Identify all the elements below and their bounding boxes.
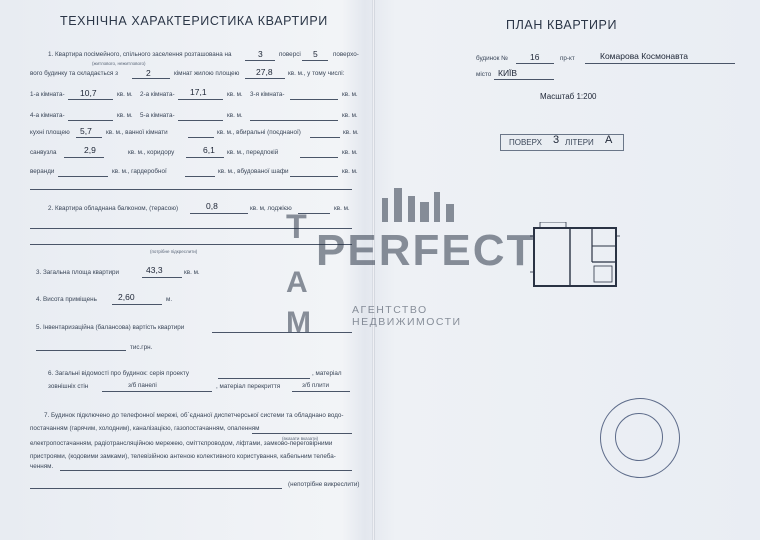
floor-box-value: 3	[553, 134, 560, 146]
services-underline-1	[60, 470, 352, 471]
room5-unit: кв. м.	[227, 112, 243, 119]
row1-text-a: 1. Квартира посімейного, спільного заселення розташована на	[48, 51, 232, 58]
row1-underline-floor	[245, 60, 275, 61]
room2-unit: кв. м.	[227, 91, 243, 98]
building-info-material: , матеріал	[312, 370, 342, 377]
row5-text-c: кв. м., вбиральні (поєднаної)	[217, 129, 301, 136]
height-label: 4. Висота приміщень	[36, 296, 97, 303]
row6-unit: кв. м.	[342, 149, 358, 156]
total-area-value: 43,3	[146, 265, 163, 275]
hallway-underline	[300, 157, 338, 158]
room4-label: 4-а кімната-	[30, 112, 65, 119]
row4-unit-extra: кв. м.	[342, 112, 358, 119]
street-underline	[585, 63, 735, 64]
kitchen-underline	[76, 137, 102, 138]
inventory-unit: тис.грн.	[130, 344, 153, 351]
room1-label: 1-а кімната-	[30, 91, 65, 98]
balcony-value: 0,8	[206, 201, 218, 211]
corridor-value: 6,1	[203, 145, 215, 155]
watermark-letter-m: М	[286, 306, 313, 339]
row1-text-c: поверхо-	[333, 51, 359, 58]
inventory-label: 5. Інвентаризаційна (балансова) вартість квартири	[36, 324, 185, 331]
wardrobe-underline	[185, 176, 215, 177]
row1-underline-floors	[302, 60, 328, 61]
floor-value: 3	[258, 49, 263, 59]
row7-text-c: кв. м., вбудованої шафи	[218, 168, 289, 175]
watermark-letter-t: Т	[286, 208, 309, 246]
street-name: Комарова Космонавта	[600, 51, 688, 61]
services-line-3: електропостачанням, радіотрансляційною мережею, сміттєпроводом, ліфтами, замково-переговірними	[30, 440, 333, 447]
sanuzel-label: санвузла	[30, 149, 57, 156]
row2-underline-rooms	[132, 78, 170, 79]
bathroom-underline	[188, 137, 214, 138]
row8-note: (потрібне підкреслити)	[150, 249, 198, 254]
sanuzel-value: 2,9	[84, 145, 96, 155]
total-area-label: 3. Загальна площа квартири	[36, 269, 120, 276]
room2-value: 17,1	[190, 87, 207, 97]
ceiling-label: , матеріал перекриття	[216, 383, 281, 390]
services-line-1: 7. Будинок підключено до телефонної мережі, об`єднаної диспетчерської системи та обладнано водо-	[44, 412, 344, 419]
letter-value: А	[605, 134, 613, 146]
closet-underline	[290, 176, 338, 177]
balcony-label: 2. Квартира обладнана балконом, (терасою)	[48, 205, 179, 212]
room1-underline	[68, 99, 113, 100]
inventory-underline-2	[36, 350, 126, 351]
row1-note: (житлового, нежитлового)	[92, 61, 146, 66]
city-label: місто	[476, 71, 492, 78]
project-series-underline	[218, 378, 310, 379]
house-underline	[516, 63, 554, 64]
kitchen-label: кухні площею	[30, 129, 70, 136]
walls-value: з/б панелі	[128, 382, 157, 389]
row5-text-b: кв. м., ванної кімнати	[106, 129, 168, 136]
right-title: ПЛАН КВАРТИРИ	[506, 18, 618, 32]
city-underline	[494, 79, 554, 80]
floor-plan-drawing	[530, 222, 622, 294]
services-note: (вказати вказати)	[282, 436, 319, 441]
living-area-value: 27,8	[256, 67, 273, 77]
house-label: будинок №	[476, 55, 508, 62]
toilet-underline	[310, 137, 340, 138]
total-area-unit: кв. м.	[184, 269, 200, 276]
room3-label: 3-я кімната-	[250, 91, 285, 98]
row8-text-c: кв. м.	[334, 205, 350, 212]
walls-label: зовнішніх стін	[48, 383, 89, 390]
street-type: пр-кт	[560, 55, 575, 62]
room4-unit: кв. м.	[117, 112, 133, 119]
row2-underline-area	[245, 78, 285, 79]
city-name: КИЇВ	[498, 68, 518, 78]
room3-unit: кв. м.	[342, 91, 358, 98]
building-info-label: 6. Загальні відомості про будинок: серія проекту	[48, 370, 190, 377]
row2-text-c: кв. м., у тому числі:	[288, 70, 345, 77]
corridor-underline	[186, 157, 224, 158]
perfect-watermark	[272, 182, 536, 352]
sanuzel-underline	[64, 157, 104, 158]
watermark-brand: PERFECT	[316, 226, 536, 275]
room5-underline	[178, 120, 223, 121]
height-underline	[112, 304, 162, 305]
services-line-4: пристроями, (кодовими замками), телевізійною антеною колективного користування, кабельним телеба-	[30, 453, 336, 460]
veranda-underline	[58, 176, 108, 177]
row8-text-b: кв. м, лоджією	[250, 205, 292, 212]
stamp-inner-ring	[615, 413, 663, 461]
room1-value: 10,7	[80, 88, 97, 98]
rooms-value: 2	[146, 68, 151, 78]
row4-underline-extra	[250, 120, 338, 121]
letter-label: ЛІТЕРИ	[565, 138, 594, 147]
room2-label: 2-а кімната-	[140, 91, 175, 98]
row2-text-b: кімнат жилою площею	[174, 70, 240, 77]
room5-label: 5-а кімната-	[140, 112, 175, 119]
row7-unit: кв. м.	[342, 168, 358, 175]
balcony-underline	[190, 213, 248, 214]
room2-underline	[178, 99, 223, 100]
services-note-strike: (непотрібне викреслити)	[288, 481, 360, 488]
room3-underline	[290, 99, 338, 100]
row6-text-c: кв. м., передпокій	[227, 149, 279, 156]
row5-unit: кв. м.	[343, 129, 359, 136]
room1-unit: кв. м.	[117, 91, 133, 98]
services-line-5: ченням.	[30, 463, 54, 470]
row7-text-b: кв. м., гардеробної	[112, 168, 167, 175]
watermark-skyline-icon	[372, 182, 472, 222]
total-area-underline	[142, 277, 182, 278]
official-stamp-icon	[600, 398, 680, 478]
walls-underline	[102, 391, 212, 392]
house-number: 16	[530, 52, 540, 62]
watermark-letter-a: А	[286, 266, 310, 299]
scale-label: Масштаб 1:200	[540, 92, 597, 101]
heating-underline	[252, 433, 352, 434]
services-underline-2	[30, 488, 282, 489]
floor-box-label: ПОВЕРХ	[509, 138, 542, 147]
left-title: ТЕХНІЧНА ХАРАКТЕРИСТИКА КВАРТИРИ	[60, 14, 328, 28]
row2-text-a: вого будинку та складається з	[30, 70, 118, 77]
services-line-2: постачанням (гарячим, холодним), каналізацією, газопостачанням, опаленням	[30, 425, 260, 432]
watermark-subtitle: АГЕНТСТВО НЕДВИЖИМОСТИ	[352, 304, 462, 328]
row6-text-b: кв. м., коридору	[128, 149, 175, 156]
kitchen-value: 5,7	[80, 126, 92, 136]
height-unit: м.	[166, 296, 173, 303]
floor-letter-box	[500, 134, 624, 151]
row1-text-b: поверсі	[279, 51, 301, 58]
floors-value: 5	[313, 49, 318, 59]
room4-underline	[68, 120, 113, 121]
height-value: 2,60	[118, 292, 135, 302]
veranda-label: веранди	[30, 168, 55, 175]
ceiling-value: з/б плити	[302, 382, 329, 389]
ceiling-underline	[292, 391, 350, 392]
